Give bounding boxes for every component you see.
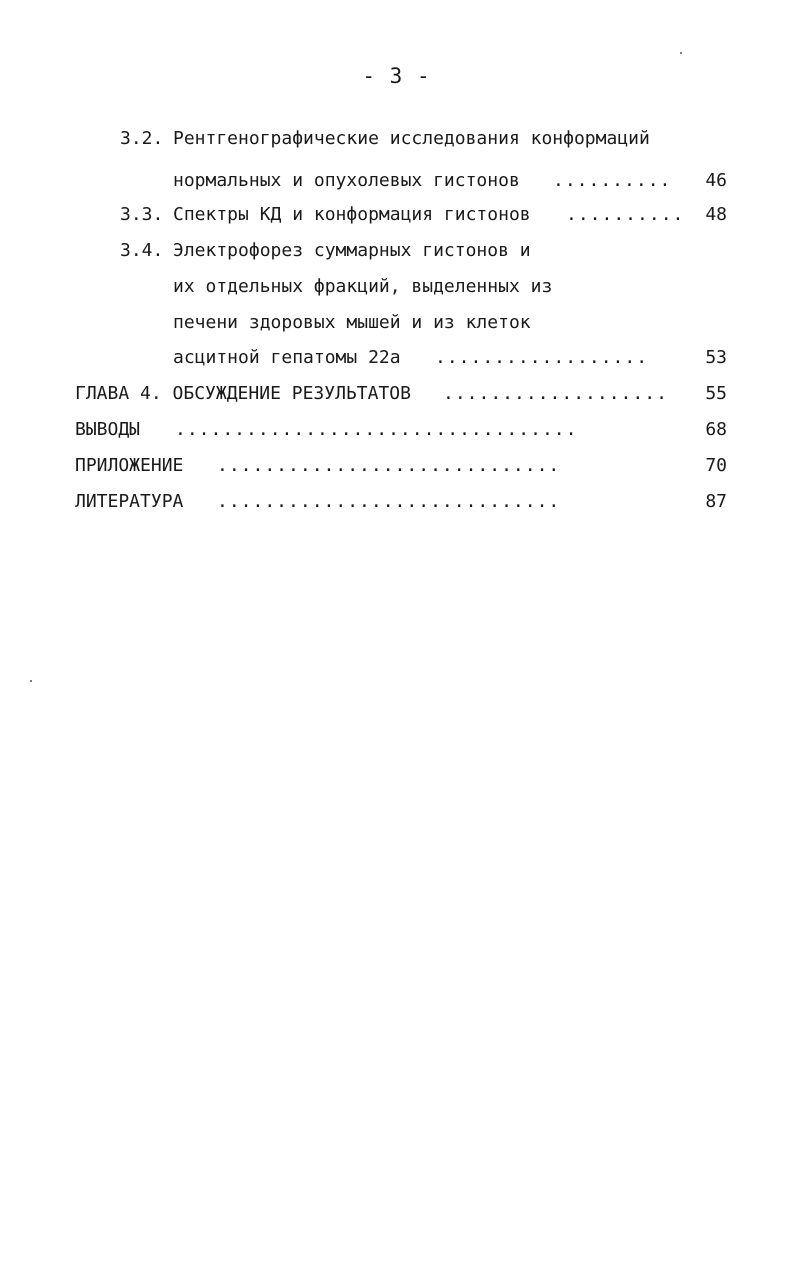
toc-number: 3.3.: [120, 204, 164, 225]
toc-page-number: 70: [705, 455, 727, 476]
toc-page-number: 55: [705, 383, 727, 404]
toc-leader-dots: .............................: [217, 491, 561, 512]
toc-leader-dots: .............................: [217, 455, 561, 476]
toc-number: 3.4.: [120, 240, 164, 261]
toc-leader-dots: ..................................: [175, 419, 578, 440]
toc-title: Рентгенографические исследования конформаций: [173, 128, 650, 149]
toc-title: ВЫВОДЫ: [75, 419, 141, 440]
toc-page-number: 53: [705, 347, 727, 368]
scan-speck: [30, 680, 32, 682]
toc-title: ГЛАВА 4. ОБСУЖДЕНИЕ РЕЗУЛЬТАТОВ: [75, 383, 411, 404]
toc-leader-dots: ..................: [435, 347, 649, 368]
toc-page-number: 68: [705, 419, 727, 440]
toc-page-number: 48: [705, 204, 727, 225]
toc-page-number: 87: [705, 491, 727, 512]
scan-speck: [680, 52, 682, 54]
page-number: - 3 -: [362, 64, 431, 88]
toc-leader-dots: ..........: [566, 204, 685, 225]
toc-title-cont: асцитной гепатомы 22а: [173, 347, 401, 368]
toc-title: ПРИЛОЖЕНИЕ: [75, 455, 184, 476]
toc-title: Электрофорез суммарных гистонов и: [173, 240, 531, 261]
toc-leader-dots: ..........: [553, 170, 672, 191]
toc-title-cont: печени здоровых мышей и из клеток: [173, 312, 531, 333]
toc-leader-dots: ...................: [443, 383, 668, 404]
toc-title: Спектры КД и конформация гистонов: [173, 204, 531, 225]
toc-title-cont: нормальных и опухолевых гистонов: [173, 170, 520, 191]
toc-page-number: 46: [705, 170, 727, 191]
toc-title: ЛИТЕРАТУРА: [75, 491, 184, 512]
toc-title-cont: их отдельных фракций, выделенных из: [173, 276, 553, 297]
toc-number: 3.2.: [120, 128, 164, 149]
